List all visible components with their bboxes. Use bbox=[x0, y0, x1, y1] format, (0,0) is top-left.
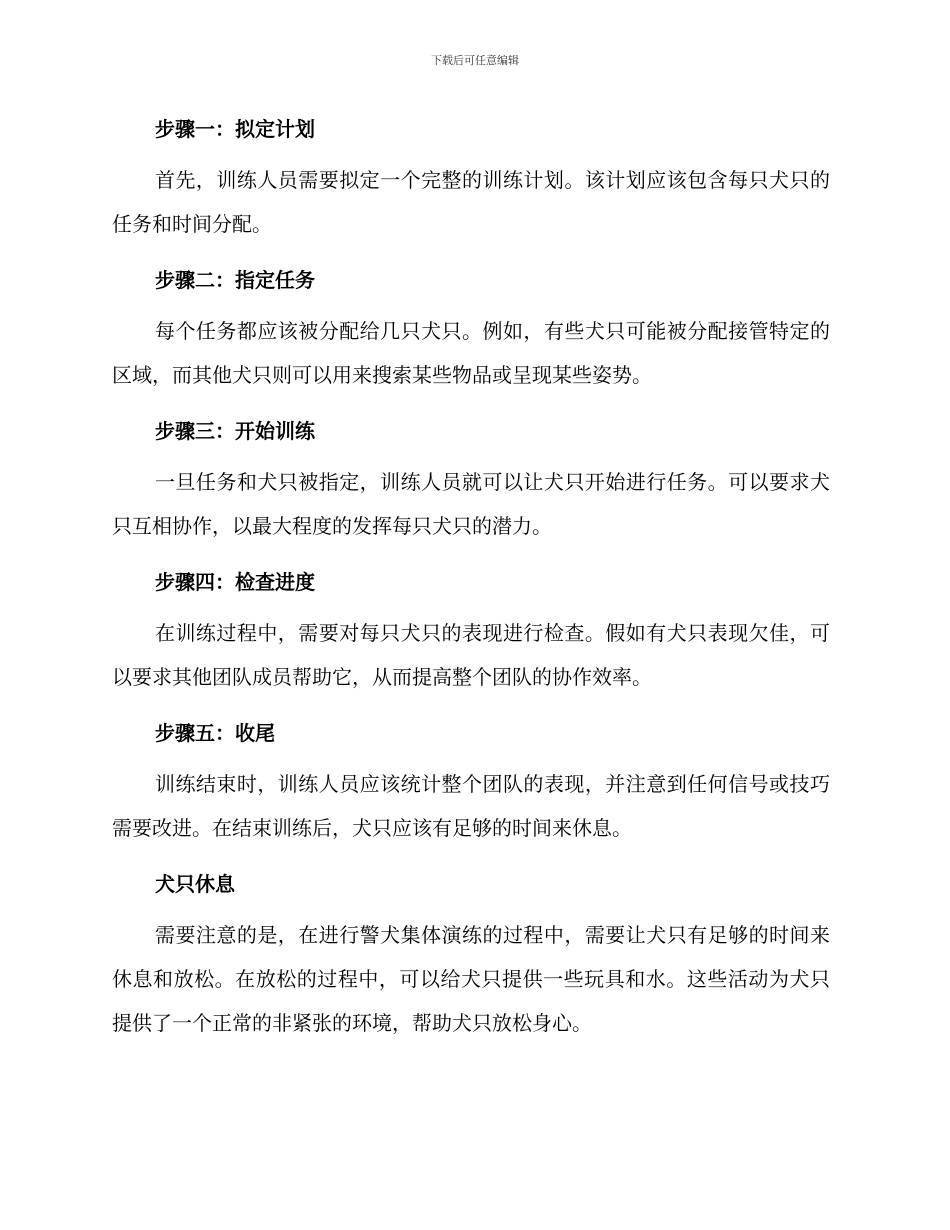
section-heading: 步骤二：指定任务 bbox=[155, 268, 315, 292]
section-heading: 步骤五：收尾 bbox=[155, 721, 275, 745]
section-step-3 bbox=[112, 411, 830, 548]
section-step-4 bbox=[112, 562, 830, 699]
section-step-5 bbox=[112, 713, 830, 850]
page-header: 下载后可任意编辑 bbox=[431, 54, 519, 67]
section-paragraph: 训练结束时，训练人员应该统计整个团队的表现，并注意到任何信号或技巧需要改进。在结束训练后，犬只应该有足够的时间来休息。 bbox=[112, 772, 830, 840]
section-heading: 步骤四：检查进度 bbox=[155, 570, 315, 594]
section-heading: 犬只休息 bbox=[155, 872, 235, 896]
section-paragraph: 需要注意的是，在进行警犬集体演练的过程中，需要让犬只有足够的时间来休息和放松。在放松的过程中，可以给犬只提供一些玩具和水。这些活动为犬只提供了一个正常的非紧张的环境，帮助犬只放松身心。 bbox=[112, 923, 830, 1035]
section-paragraph: 一旦任务和犬只被指定，训练人员就可以让犬只开始进行任务。可以要求犬只互相协作，以最大程度的发挥每只犬只的潜力。 bbox=[112, 470, 830, 538]
section-step-2 bbox=[112, 260, 830, 397]
section-heading: 步骤一：拟定计划 bbox=[155, 117, 315, 141]
section-rest bbox=[112, 864, 830, 1045]
section-heading: 步骤三：开始训练 bbox=[155, 419, 315, 443]
section-step-1 bbox=[112, 109, 830, 246]
section-paragraph: 在训练过程中，需要对每只犬只的表现进行检查。假如有犬只表现欠佳，可以要求其他团队成员帮助它，从而提高整个团队的协作效率。 bbox=[112, 621, 830, 689]
section-paragraph: 每个任务都应该被分配给几只犬只。例如，有些犬只可能被分配接管特定的区域，而其他犬只则可以用来搜索某些物品或呈现某些姿势。 bbox=[112, 319, 830, 387]
document-body bbox=[112, 109, 830, 1059]
section-paragraph: 首先，训练人员需要拟定一个完整的训练计划。该计划应该包含每只犬只的任务和时间分配。 bbox=[112, 168, 830, 236]
